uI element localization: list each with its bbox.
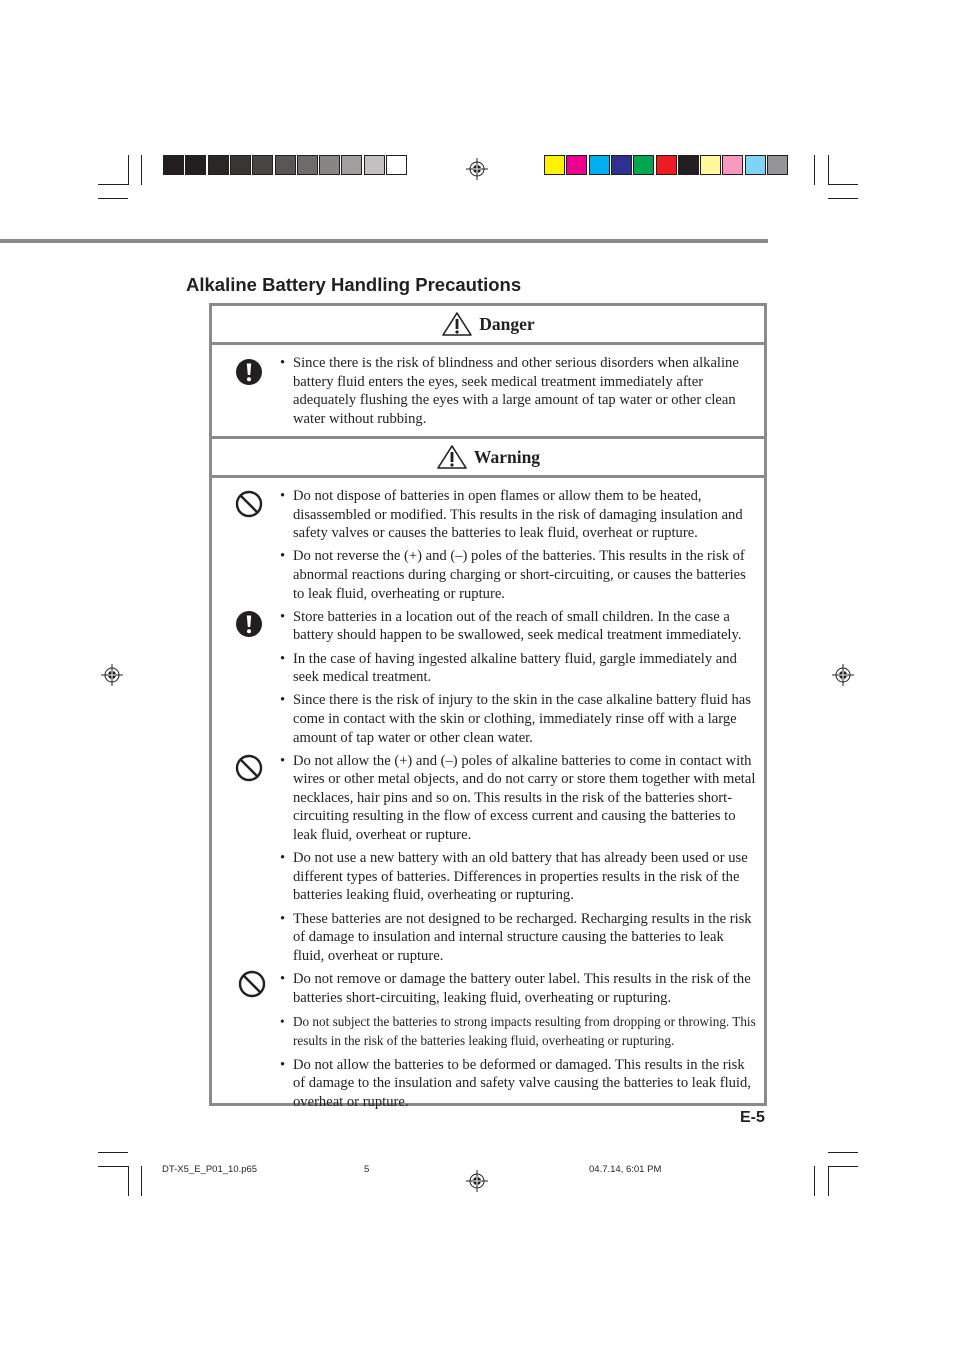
color-swatch bbox=[163, 155, 184, 175]
list-item: • In the case of having ingested alkaline battery fluid, gargle immediately and seek medical treatment. bbox=[280, 650, 758, 687]
color-swatch bbox=[611, 155, 632, 175]
color-swatch bbox=[364, 155, 385, 175]
color-swatch bbox=[544, 155, 565, 175]
danger-header bbox=[212, 306, 764, 345]
section-title: Alkaline Battery Handling Precautions bbox=[186, 274, 522, 295]
warning-triangle-icon bbox=[436, 444, 468, 470]
color-swatch bbox=[767, 155, 788, 175]
color-swatch bbox=[297, 155, 318, 175]
list-item: • Since there is the risk of blindness and other serious disorders when alkaline battery fluid enters the eyes, seek medical treatment immediately after adequately flushing the eyes with a large amount of tap water or other clean water without rubbing. bbox=[280, 354, 758, 428]
color-swatch bbox=[566, 155, 587, 175]
color-swatch bbox=[745, 155, 766, 175]
color-swatch bbox=[589, 155, 610, 175]
warning-list bbox=[280, 487, 758, 1116]
page-number: E-5 bbox=[740, 1109, 765, 1126]
list-item: • Do not remove or damage the battery outer label. This results in the risk of the batteries short-circuiting, leaking fluid, overheating or rupturing. bbox=[280, 970, 758, 1007]
list-item: • Do not allow the batteries to be deformed or damaged. This results in the risk of damage to the insulation and safety valve causing the batteries to leak fluid, overheat or rupture. bbox=[280, 1056, 758, 1112]
list-item: • Do not subject the batteries to strong impacts resulting from dropping or throwing. This results in the risk of the batteries leaking fluid, overheating or rupturing. bbox=[280, 1012, 758, 1051]
prohibited-icon bbox=[234, 489, 264, 519]
footer-page: 5 bbox=[364, 1164, 370, 1175]
prohibited-icon bbox=[237, 969, 267, 999]
registration-mark-icon bbox=[466, 158, 488, 180]
prohibited-icon bbox=[234, 753, 264, 783]
danger-box bbox=[209, 303, 767, 439]
footer-file: DT-X5_E_P01_10.p65 bbox=[162, 1164, 258, 1175]
color-swatch bbox=[185, 155, 206, 175]
footer-timestamp: 04.7.14, 6:01 PM bbox=[589, 1164, 662, 1175]
list-item: • Do not allow the (+) and (–) poles of alkaline batteries to come in contact with wires or other metal objects, and do not carry or store them together with metal necklaces, hair pins and so on. This results in the risk of the batteries short-circuiting resulting in the flow of excess current and causing the batteries to leak fluid, overheat or rupture. bbox=[280, 752, 758, 845]
exclamation-circle-icon bbox=[234, 357, 264, 387]
color-swatch bbox=[341, 155, 362, 175]
registration-mark-icon bbox=[466, 1170, 488, 1192]
warning-triangle-icon bbox=[441, 311, 473, 337]
color-swatch bbox=[252, 155, 273, 175]
header-rule bbox=[0, 239, 768, 243]
color-swatch bbox=[656, 155, 677, 175]
color-swatch bbox=[633, 155, 654, 175]
warning-box bbox=[209, 436, 767, 1110]
color-swatch bbox=[386, 155, 407, 175]
warning-header bbox=[212, 439, 764, 478]
color-swatch bbox=[700, 155, 721, 175]
danger-list bbox=[280, 354, 758, 433]
color-swatch bbox=[230, 155, 251, 175]
warning-label: Warning bbox=[473, 446, 541, 467]
list-item: • Do not use a new battery with an old battery that has already been used or use different types of batteries. Differences in properties results in the risk of the batteries leaking fluid, overheating or rupturing. bbox=[280, 849, 758, 905]
color-swatch bbox=[678, 155, 699, 175]
list-item: • Do not reverse the (+) and (–) poles of the batteries. This results in the risk of abnormal reactions during charging or short-circuiting, or causes the batteries to leak fluid, overheating or rupture. bbox=[280, 547, 758, 603]
danger-label: Danger bbox=[479, 313, 535, 334]
exclamation-circle-icon bbox=[234, 609, 264, 639]
list-item: • Store batteries in a location out of the reach of small children. In the case a battery should happen to be swallowed, seek medical treatment immediately. bbox=[280, 608, 758, 645]
registration-mark-icon bbox=[832, 664, 854, 686]
registration-mark-icon bbox=[101, 664, 123, 686]
color-swatch bbox=[275, 155, 296, 175]
list-item: • Since there is the risk of injury to the skin in the case alkaline battery fluid has come in contact with the skin or clothing, immediately rinse off with a large amount of tap water or other clean water. bbox=[280, 691, 758, 747]
color-swatch bbox=[319, 155, 340, 175]
color-swatch bbox=[722, 155, 743, 175]
color-swatch bbox=[208, 155, 229, 175]
list-item: • These batteries are not designed to be recharged. Recharging results in the risk of damage to insulation and internal structure causing the batteries to leak fluid, overheat or rupture. bbox=[280, 910, 758, 966]
list-item: • Do not dispose of batteries in open flames or allow them to be heated, disassembled or modified. This results in the risk of damaging insulation and safety valves or causes the batteries to leak fluid, overheat or rupture. bbox=[280, 487, 758, 543]
